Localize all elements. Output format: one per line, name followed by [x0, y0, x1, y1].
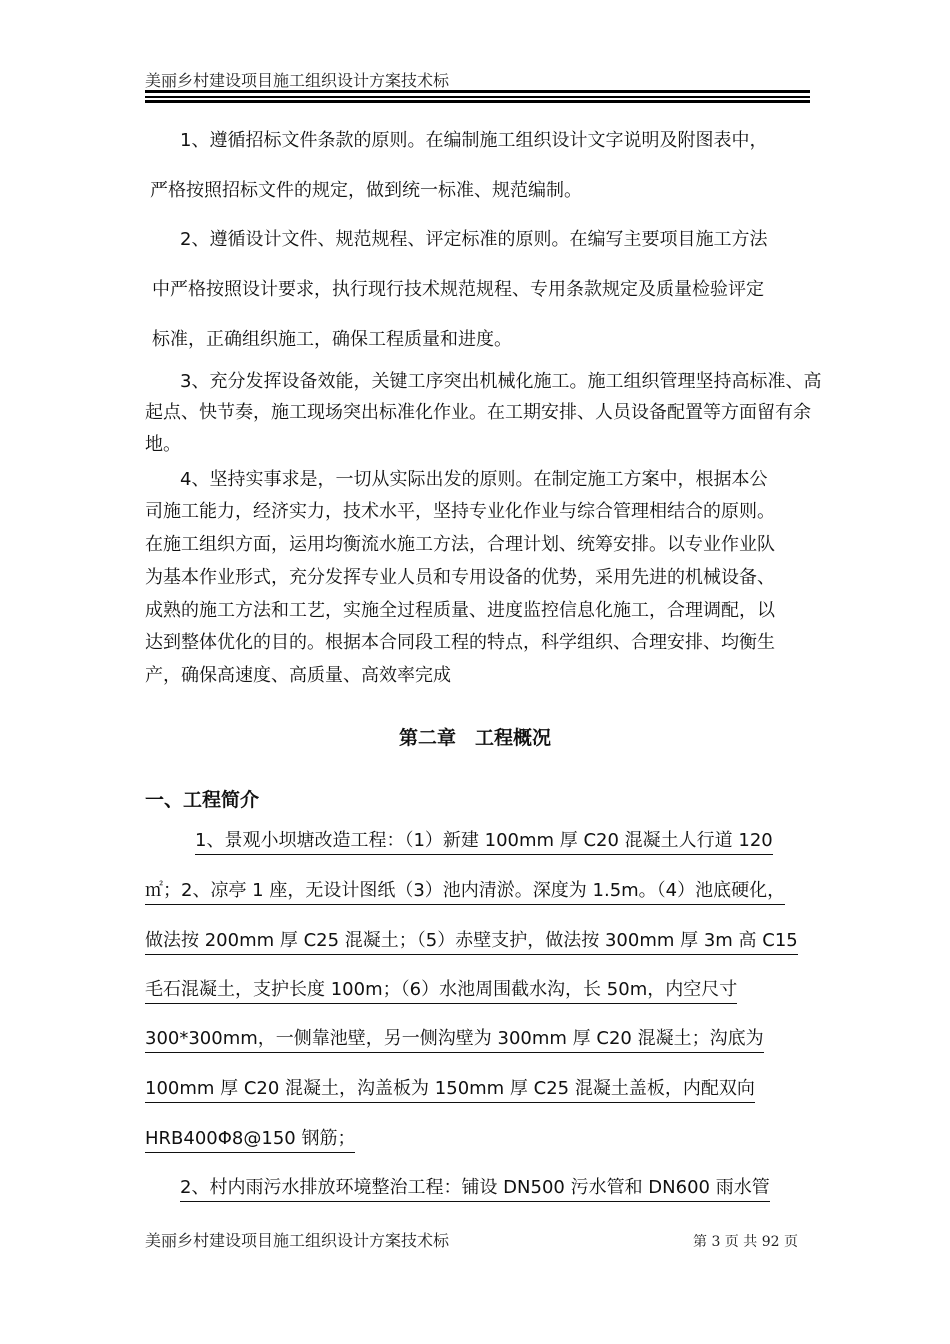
footer-title: 美丽乡村建设项目施工组织设计方案技术标	[145, 1231, 450, 1250]
page-number: 第 3 页 共 92 页	[693, 1234, 798, 1250]
paragraph-line: 在施工组织方面，运用均衡流水施工方法，合理计划、统筹安排。以专业作业队	[145, 534, 775, 555]
header-rule-line	[145, 96, 810, 98]
underlined-line: HRB400Φ8@150 钢筋；	[145, 1124, 355, 1153]
underlined-line: 毛石混凝土，支护长度 100m；（6）水池周围截水沟，长 50m，内空尺寸	[145, 975, 737, 1004]
underlined-line: 100mm 厚 C20 混凝土，沟盖板为 150mm 厚 C25 混凝土盖板，内配双向	[145, 1074, 755, 1103]
underlined-line: 2、村内雨污水排放环境整治工程：铺设 DN500 污水管和 DN600 雨水管	[180, 1173, 770, 1202]
header-rule-line	[145, 100, 810, 103]
underlined-line: 300*300mm，一侧靠池壁，另一侧沟壁为 300mm 厚 C20 混凝土；沟底为	[145, 1024, 764, 1053]
paragraph-line: 司施工能力，经济实力，技术水平，坚持专业化作业与综合管理相结合的原则。	[145, 501, 775, 522]
paragraph-line: 1、遵循招标文件条款的原则。在编制施工组织设计文字说明及附图表中，	[180, 130, 768, 151]
paragraph-line: 标准，正确组织施工，确保工程质量和进度。	[152, 329, 512, 350]
paragraph-line: 3、充分发挥设备效能，关键工序突出机械化施工。施工组织管理坚持高标准、高	[180, 371, 822, 392]
chapter-title: 第二章 工程概况	[398, 727, 551, 749]
underlined-line: 1、景观小坝塘改造工程：（1）新建 100mm 厚 C20 混凝土人行道 120	[195, 826, 773, 855]
paragraph-line: 起点、快节奏，施工现场突出标准化作业。在工期安排、人员设备配置等方面留有余	[145, 402, 811, 423]
header-rule-line	[145, 90, 810, 93]
underlined-line: 做法按 200mm 厚 C25 混凝土；（5）赤壁支护，做法按 300mm 厚 3m 高 C15	[145, 926, 798, 955]
paragraph-line: 中严格按照设计要求，执行现行技术规范规程、专用条款规定及质量检验评定	[152, 279, 764, 300]
paragraph-line: 地。	[145, 434, 181, 455]
header-title: 美丽乡村建设项目施工组织设计方案技术标	[145, 71, 450, 90]
paragraph-line: 达到整体优化的目的。根据本合同段工程的特点，科学组织、合理安排、均衡生	[145, 632, 775, 653]
section-title: 一、工程简介	[145, 789, 260, 811]
header-rule	[145, 90, 810, 104]
underlined-line: ㎡；2、凉亭 1 座，无设计图纸（3）池内清淤。深度为 1.5m。（4）池底硬化，	[145, 876, 785, 905]
paragraph-line: 产，确保高速度、高质量、高效率完成	[145, 665, 451, 686]
paragraph-line: 4、坚持实事求是，一切从实际出发的原则。在制定施工方案中，根据本公	[180, 469, 768, 490]
paragraph-line: 为基本作业形式，充分发挥专业人员和专用设备的优势，采用先进的机械设备、	[145, 567, 775, 588]
paragraph-line: 成熟的施工方法和工艺，实施全过程质量、进度监控信息化施工，合理调配，以	[145, 600, 775, 621]
paragraph-line: 2、遵循设计文件、规范规程、评定标准的原则。在编写主要项目施工方法	[180, 229, 768, 250]
paragraph-line: 严格按照招标文件的规定，做到统一标准、规范编制。	[150, 180, 582, 201]
